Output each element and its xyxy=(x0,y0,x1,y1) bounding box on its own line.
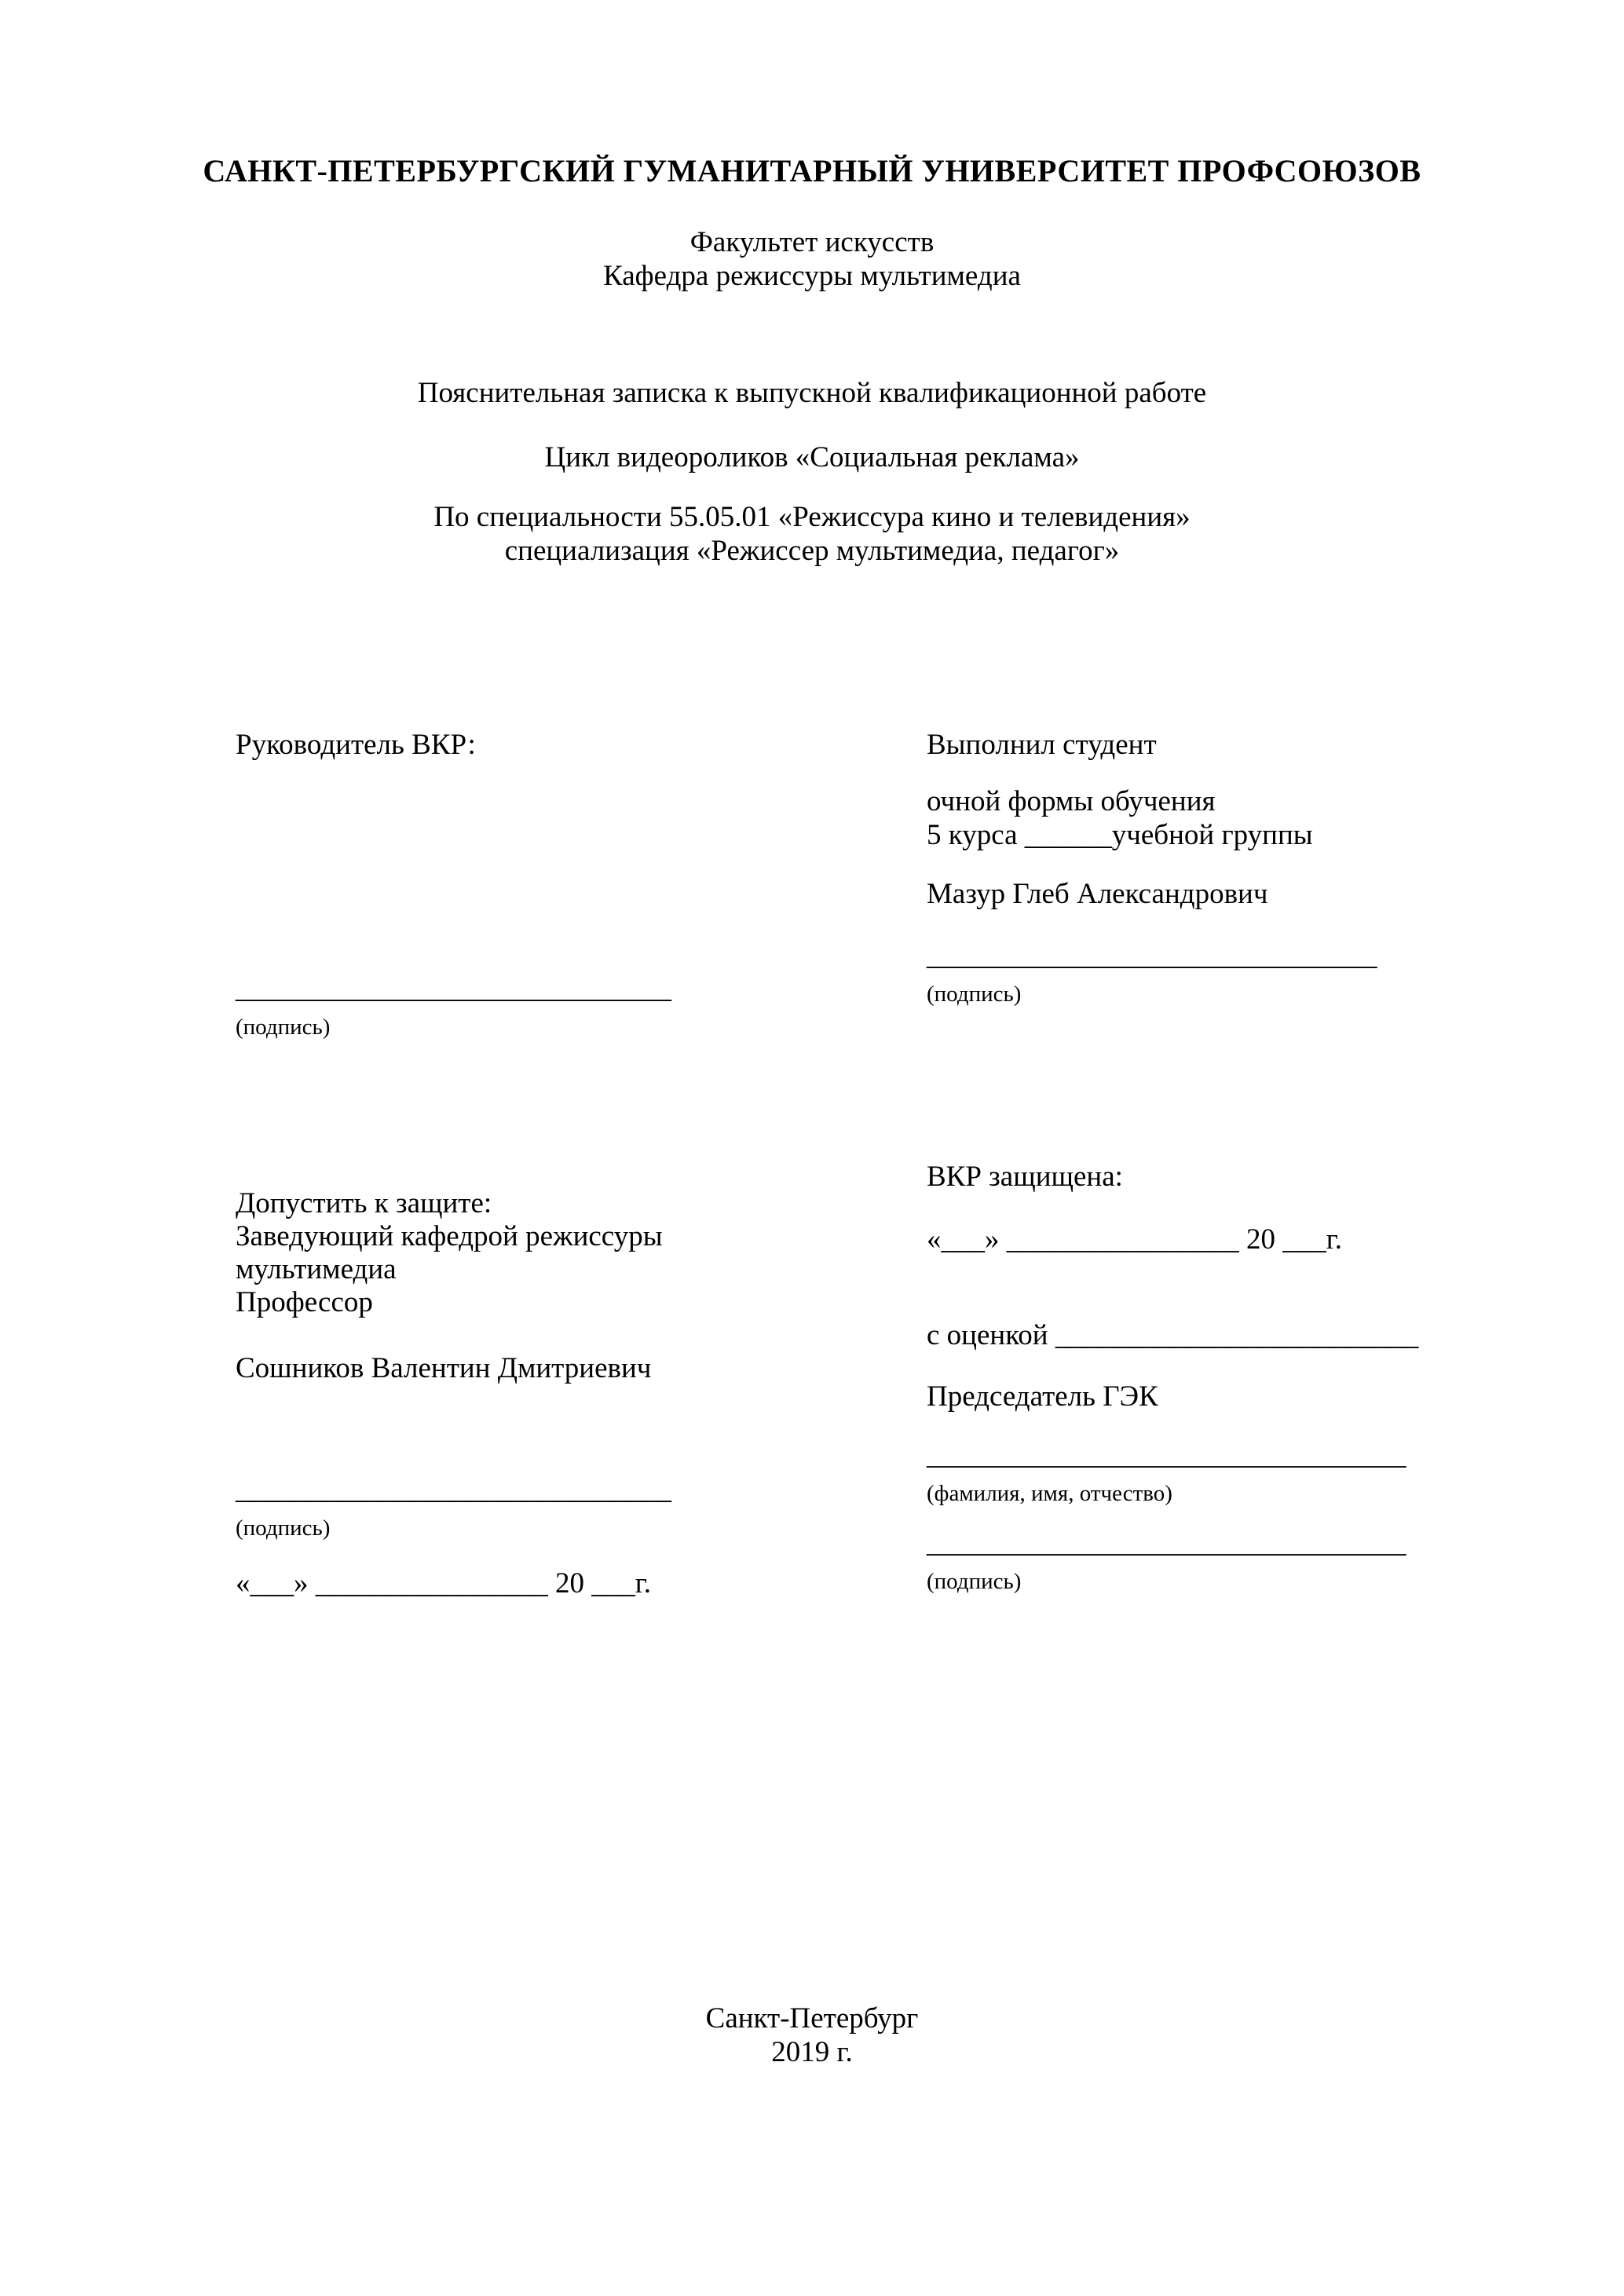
admission-heading: Допустить к защите: xyxy=(236,1187,492,1219)
chairman-signature-line: _________________________________ xyxy=(927,1526,1406,1559)
admission-head-rank: Профессор xyxy=(236,1286,373,1318)
faculty-name: Факультет искусств xyxy=(689,226,935,258)
chairman-name-caption: (фамилия, имя, отчество) xyxy=(927,1481,1172,1506)
university-name: САНКТ-ПЕТЕРБУРГСКИЙ ГУМАНИТАРНЫЙ УНИВЕРСИТЕТ ПРОФСОЮЗОВ xyxy=(203,153,1421,188)
supervisor-label: Руководитель ВКР: xyxy=(236,729,476,761)
admission-head-title-line2: мультимедиа xyxy=(236,1253,397,1285)
department-head-name: Сошников Валентин Дмитриевич xyxy=(236,1352,652,1384)
chairman-label: Председатель ГЭК xyxy=(927,1380,1158,1413)
supervisor-signature-line: ______________________________ xyxy=(236,972,671,1004)
student-signature-caption: (подпись) xyxy=(927,982,1022,1007)
student-course-line: 5 курса ______учебной группы xyxy=(927,819,1313,851)
work-title: Цикл видеороликов «Социальная реклама» xyxy=(544,441,1080,473)
defense-label: ВКР защищена: xyxy=(927,1161,1123,1193)
department-name: Кафедра режиссуры мультимедиа xyxy=(603,260,1021,292)
admission-signature-caption: (подпись) xyxy=(236,1515,331,1541)
student-signature-line: _______________________________ xyxy=(927,939,1377,971)
student-label: Выполнил студент xyxy=(927,729,1157,761)
doc-type: Пояснительная записка к выпускной квалификационной работе xyxy=(417,377,1207,409)
defense-date-line: «___» ________________ 20 ___г. xyxy=(927,1223,1343,1256)
student-study-form: очной формы обучения xyxy=(927,785,1216,817)
footer-year: 2019 г. xyxy=(771,2036,853,2068)
chairman-signature-caption: (подпись) xyxy=(927,1569,1022,1594)
admission-signature-line: ______________________________ xyxy=(236,1473,671,1505)
footer-city: Санкт-Петербург xyxy=(705,2002,919,2035)
defense-grade-line: с оценкой _________________________ xyxy=(927,1319,1419,1351)
supervisor-signature-caption: (подпись) xyxy=(236,1015,331,1040)
specialty-line: По специальности 55.05.01 «Режиссура кино и телевидения» xyxy=(433,501,1191,533)
student-name: Мазур Глеб Александрович xyxy=(927,878,1268,910)
admission-head-title-line1: Заведующий кафедрой режиссуры xyxy=(236,1220,663,1252)
chairman-name-line: _________________________________ xyxy=(927,1439,1406,1471)
admission-date-line: «___» ________________ 20 ___г. xyxy=(236,1567,652,1600)
specialization-line: специализация «Режиссер мультимедиа, педагог» xyxy=(504,535,1120,567)
